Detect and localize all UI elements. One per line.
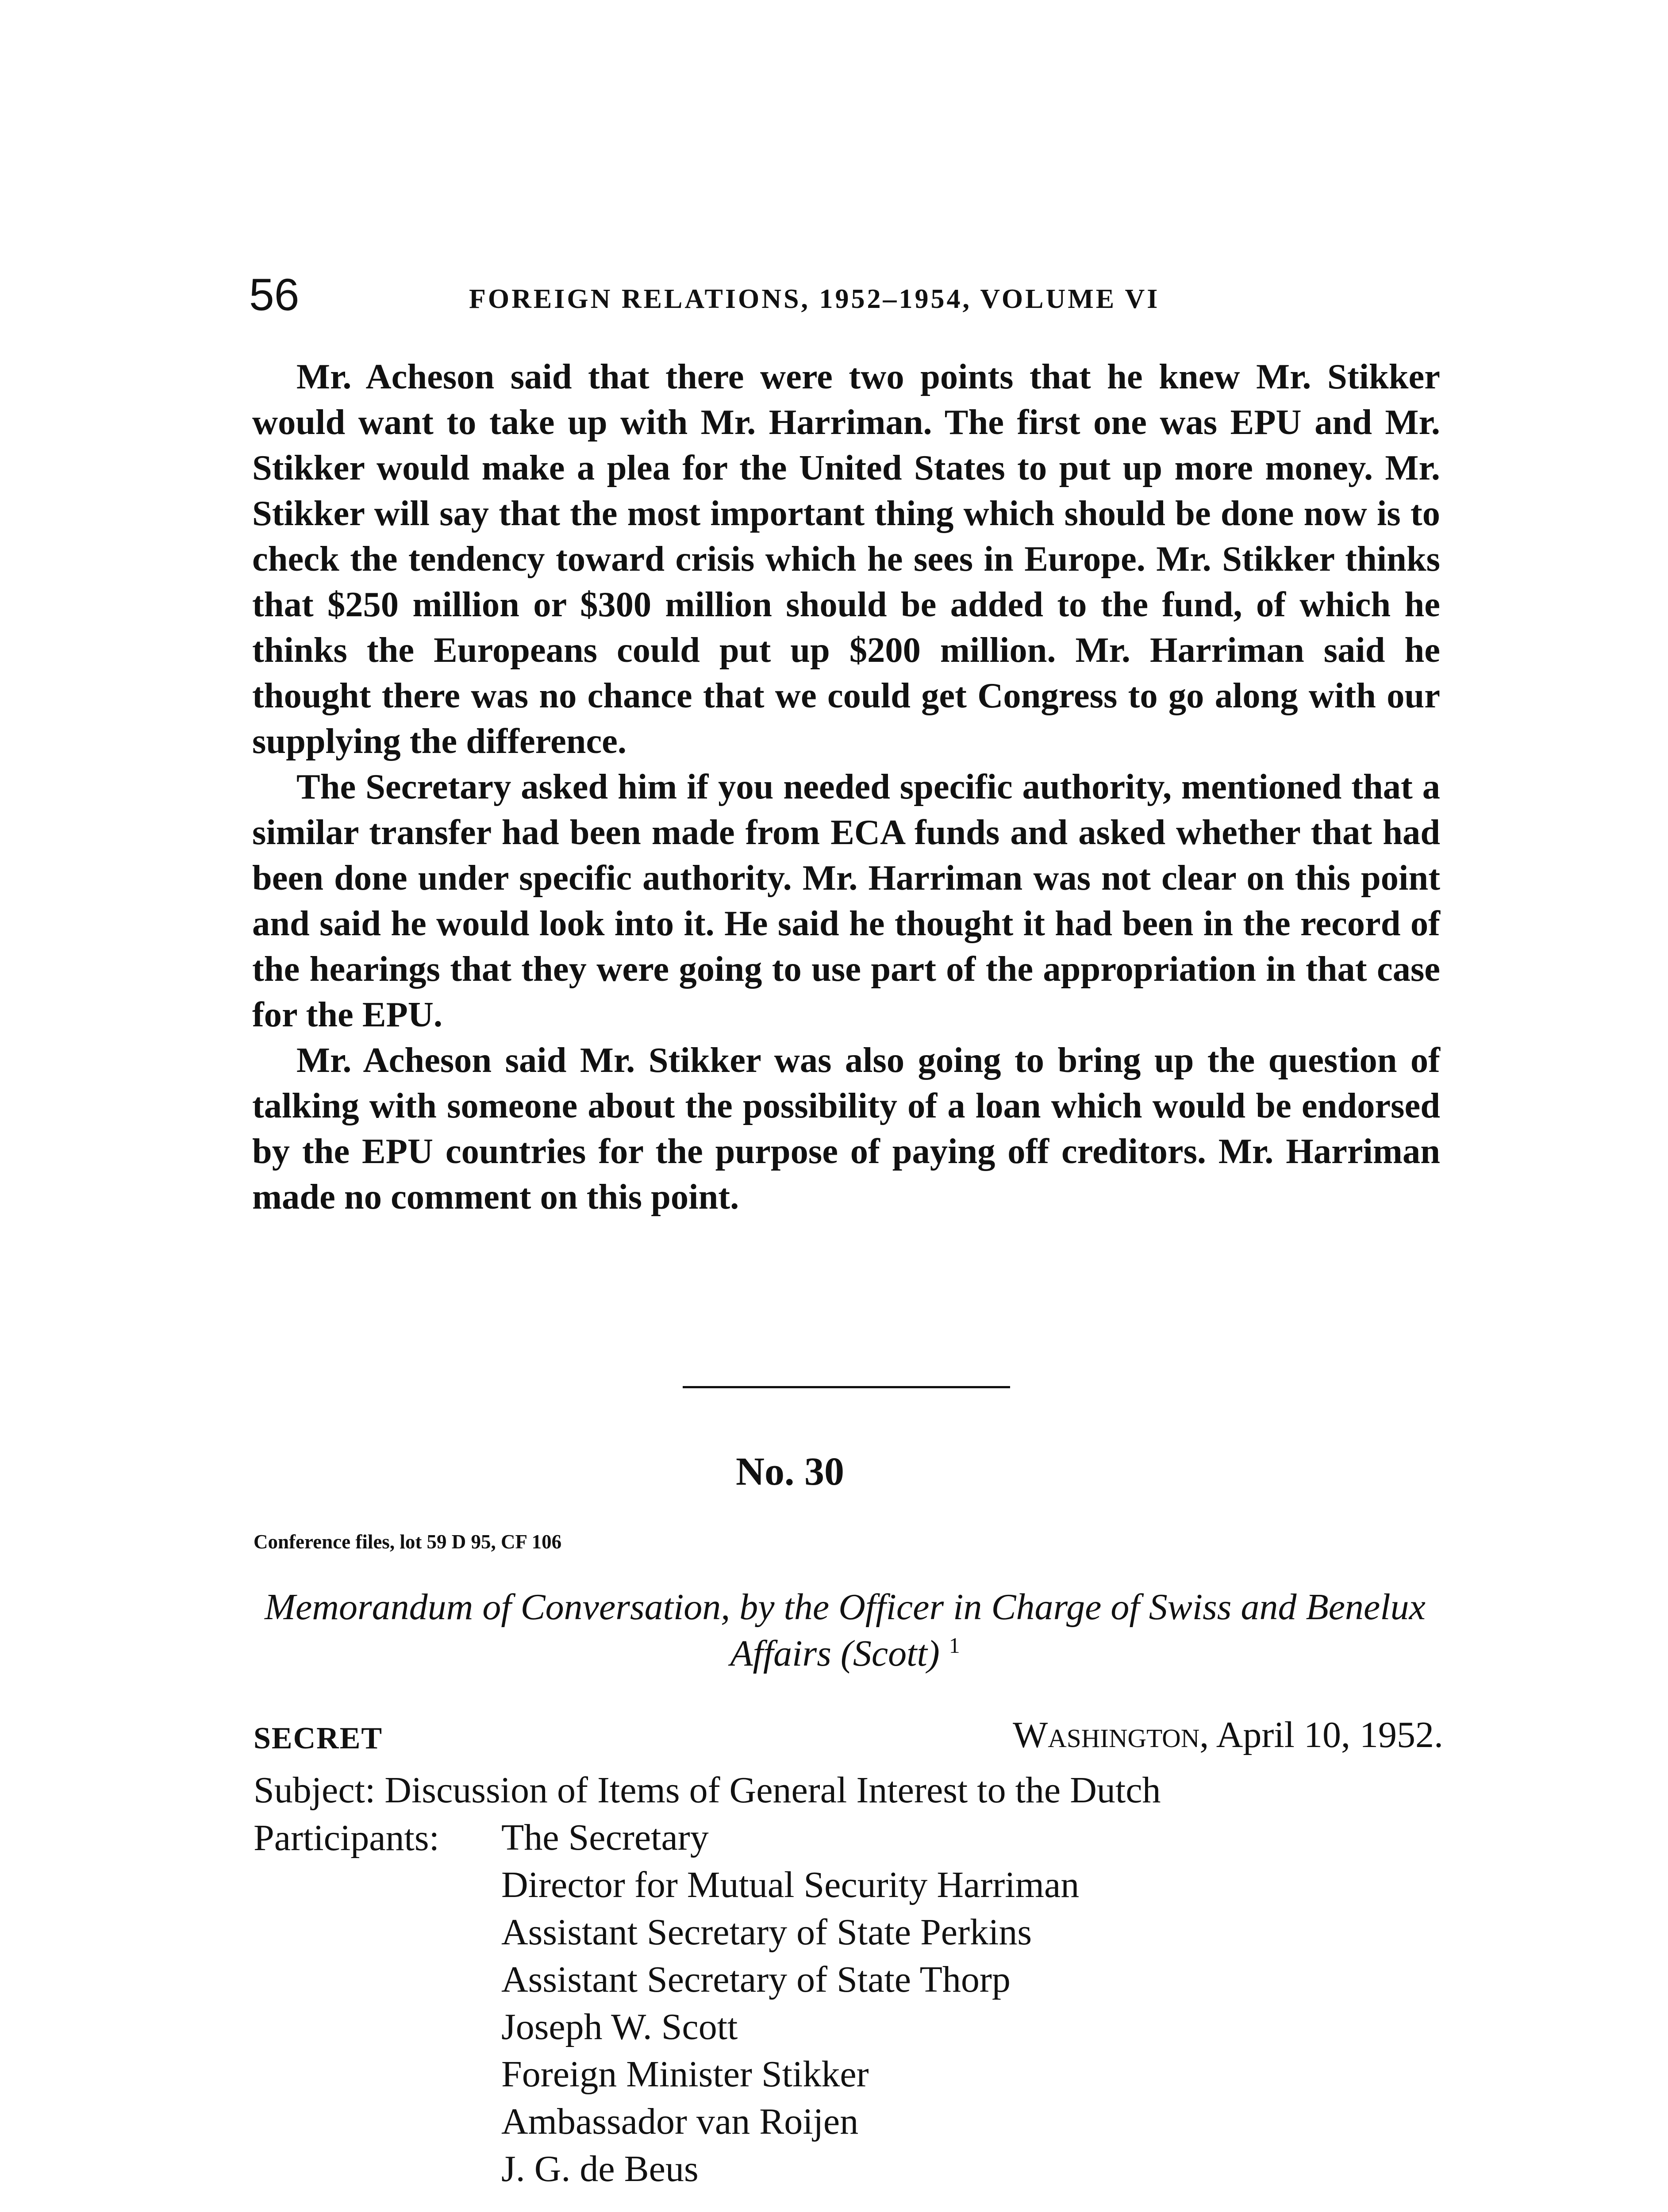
memo-title-text: Memorandum of Conversation, by the Officer in Charge of Swiss and Benelux Affairs (Scott) — [265, 1586, 1426, 1674]
participant: The Secretary — [501, 1817, 709, 1858]
participants-list — [501, 1814, 1079, 2193]
participant: Foreign Minister Stikker — [501, 2054, 869, 2095]
running-head: FOREIGN RELATIONS, 1952–1954, VOLUME VI — [469, 284, 1160, 314]
participant: Ambassador van Roijen — [501, 2101, 859, 2142]
participant: J. G. de Beus — [501, 2148, 699, 2189]
participants-label: Participants: — [254, 1817, 439, 1859]
section-divider — [683, 1386, 1010, 1388]
source-note: Conference files, lot 59 D 95, CF 106 — [254, 1531, 562, 1553]
participant: Joseph W. Scott — [501, 2006, 738, 2047]
dateline-place: Washington, — [1012, 1714, 1209, 1755]
classification: SECRET — [254, 1721, 383, 1755]
subject-line: Subject: Discussion of Items of General Interest to the Dutch — [254, 1770, 1161, 1811]
dateline-date: April 10, 1952. — [1216, 1714, 1443, 1755]
participant: Director for Mutual Security Harriman — [501, 1864, 1080, 1905]
memo-title — [248, 1584, 1442, 1677]
page-number: 56 — [249, 269, 300, 320]
body-paragraph: Mr. Acheson said that there were two points that he knew Mr. Stikker would want to take up with Mr. Harriman. The first one was EPU and Mr. Stikker would make a plea for the United States to put up more money. Mr. Stikker will say that the most important thing which should be done now is to check the tendency toward crisis which he sees in Europe. Mr. Stikker thinks that $250 million or $300 million should be added to the fund, of which he thinks the Europeans could put up $200 million. Mr. Harriman said he thought there was no chance that we could get Congress to go along with our supplying the difference. — [252, 357, 1440, 761]
dateline — [1012, 1714, 1443, 1755]
body-paragraph: Mr. Acheson said Mr. Stikker was also going to bring up the question of talking with someone about the possibility of a loan which would be endorsed by the EPU countries for the purpose of paying off creditors. Mr. Harriman made no comment on this point. — [252, 1041, 1440, 1217]
participant: Assistant Secretary of State Thorp — [501, 1959, 1011, 2000]
body-text — [252, 354, 1440, 1220]
body-paragraph: The Secretary asked him if you needed specific authority, mentioned that a similar transfer had been made from ECA funds and asked whether that had been done under specific authority. Mr. Harriman was not clear on this point and said he would look into it. He said he thought it had been in the record of the hearings that they were going to use part of the appropriation in that case for the EPU. — [252, 767, 1440, 1034]
footnote-ref: 1 — [949, 1633, 960, 1658]
participant: Assistant Secretary of State Perkins — [501, 1912, 1032, 1953]
document-number: No. 30 — [736, 1450, 844, 1494]
